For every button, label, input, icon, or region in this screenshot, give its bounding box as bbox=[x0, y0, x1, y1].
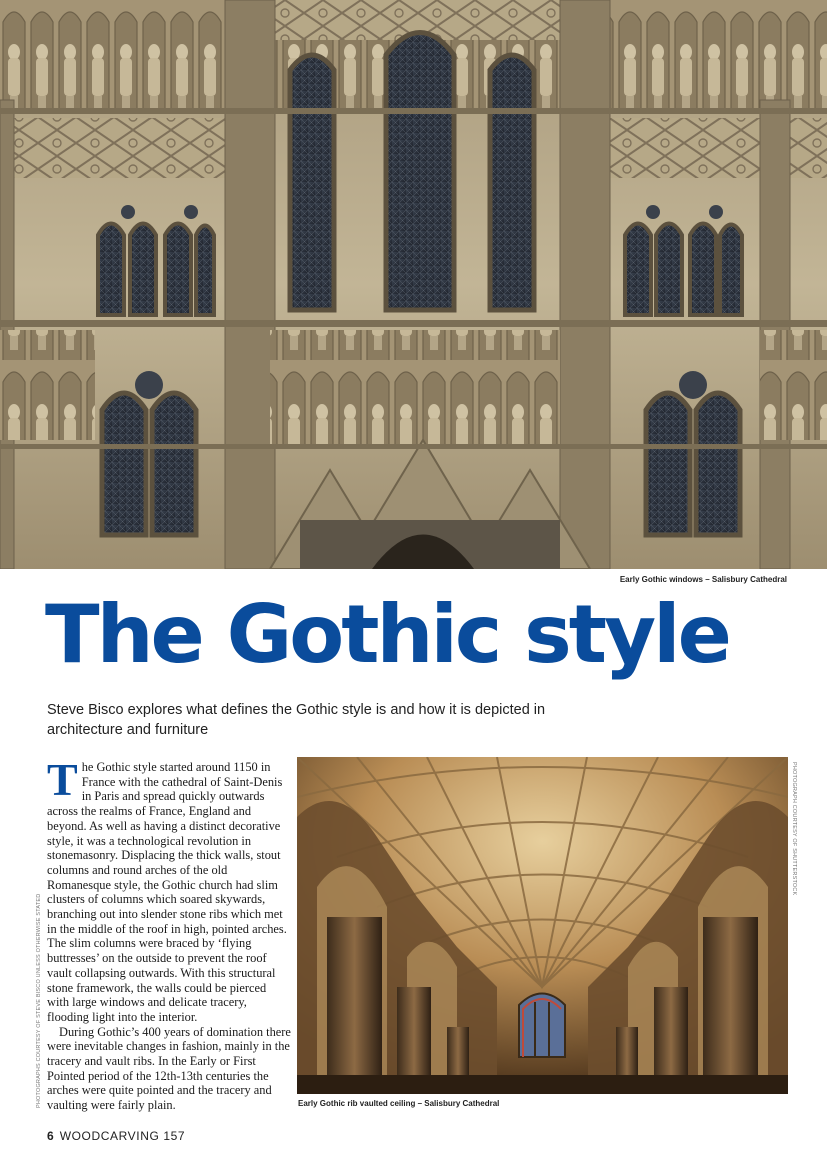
article-title: The Gothic style bbox=[45, 588, 729, 681]
photo-credit-left: PHOTOGRAPHS COURTESY OF STEVE BISCO UNLESS OTHERWISE STATED bbox=[36, 893, 42, 1108]
photo-credit-right: PHOTOGRAPH COURTESY OF SHUTTERSTOCK bbox=[791, 762, 797, 896]
nave-vault-illustration bbox=[297, 757, 788, 1094]
paragraph-1-text: he Gothic style started around 1150 in France with the cathedral of Saint-Denis in Paris and spread quickly outwards across the realms of France, England and beyond. As well as having a distinct decorative style, it was a technological revolution in stonemasonry. Displacing the thick walls, stout columns and round arches of the old Romanesque style, the Gothic church had slim clusters of columns which soared skywards, branching out into slender stone ribs which met in the middle of the roof in high, pointed arches. The slim columns were braced by ‘flying buttresses’ on the outside to prevent the roof vault collapsing outwards. With this structural stone framework, the walls could be pierced with large windows and delicate tracery, flooding light into the interior. bbox=[47, 760, 287, 1024]
page-number: 6 bbox=[47, 1129, 54, 1143]
nave-caption: Early Gothic rib vaulted ceiling – Salisbury Cathedral bbox=[298, 1099, 500, 1108]
paragraph-1 bbox=[47, 754, 291, 1025]
hero-photo bbox=[0, 0, 827, 569]
drop-cap: T bbox=[47, 754, 78, 805]
nave-photo bbox=[297, 757, 788, 1094]
paragraph-2: During Gothic’s 400 years of domination there were inevitable changes in fashion, mainly in the tracery and vault ribs. In the Early or First Pointed period of the 12th-13th centuries the arches were quite pointed and the tracery and vaulting were fairly plain. bbox=[47, 1024, 291, 1113]
salisbury-facade-illustration bbox=[0, 0, 827, 569]
standfirst: Steve Bisco explores what defines the Gothic style is and how it is depicted in architecture and furniture bbox=[47, 702, 546, 738]
magazine-issue: WOODCARVING 157 bbox=[59, 1129, 186, 1143]
hero-caption: Early Gothic windows – Salisbury Cathedral bbox=[619, 575, 787, 584]
article-body bbox=[47, 754, 291, 1113]
page-footer bbox=[47, 1129, 185, 1143]
